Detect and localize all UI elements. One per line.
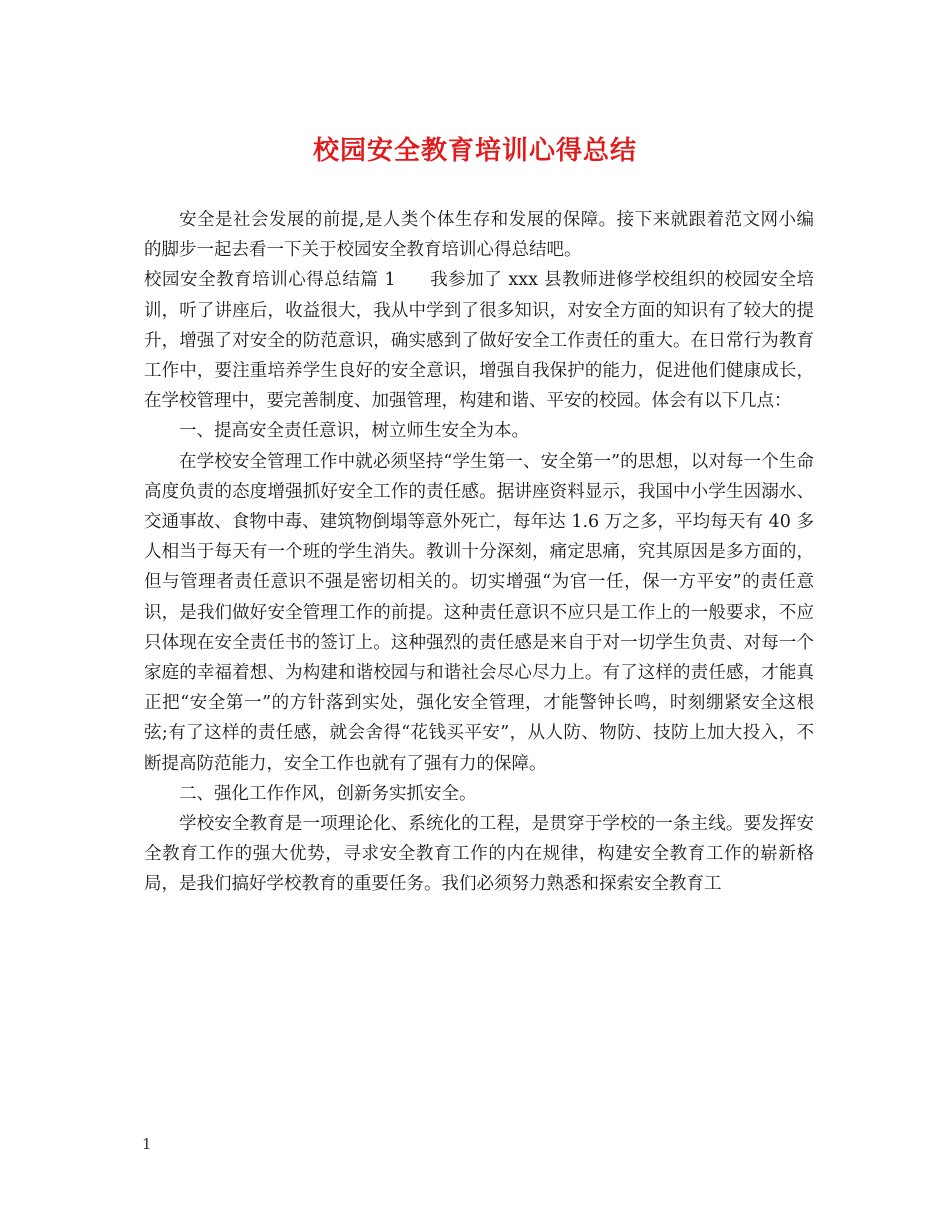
section-heading: 校园安全教育培训心得总结篇 1 bbox=[144, 270, 396, 291]
intro-paragraph: 安全是社会发展的前提,是人类个体生存和发展的保障。接下来就跟着范文网小编的脚步一起去看一下关于校园安全教育培训心得总结吧。 bbox=[144, 210, 814, 261]
point-one-paragraph: 在学校安全管理工作中就必须坚持“学生第一、安全第一”的思想，以对每一个生命高度负责的态度增强抓好安全工作的责任感。据讲座资料显示，我国中小学生因溺水、交通事故、食物中毒、建筑物倒塌等意外死亡，每年达 1.6 万之多，平均每天有 40 多人相当于每天有一个班的学生消失。教训十分深刻，痛定思痛，究其原因是多方面的，但与管理者责任意识不强是密切相关的。切实增强“为官一任，保一方平安”的责任意识，是我们做好安全管理工作的前提。这种责任意识不应只是工作上的一般要求，不应只体现在安全责任书的签订上。这种强烈的责任感是来自于对一切学生负责、对每一个家庭的幸福着想、为构建和谐校园与和谐社会尽心尽力上。有了这样的责任感，才能真正把“安全第一”的方针落到实处，强化安全管理，才能警钟长鸣，时刻绷紧安全这根弦;有了这样的责任感，就会舍得“花钱买平安”，从人防、物防、技防上加大投入，不断提高防范能力，安全工作也就有了强有力的保障。 bbox=[144, 451, 814, 774]
section-paragraph bbox=[144, 265, 814, 416]
point-one-heading: 一、提高安全责任意识，树立师生安全为本。 bbox=[179, 421, 529, 442]
document-body bbox=[144, 205, 814, 900]
section-text: 我参加了 xxx 县教师进修学校组织的校园安全培训，听了讲座后，收益很大，我从中学到了很多知识，对安全方面的知识有了较大的提升，增强了对安全的防范意识，确实感到了做好安全工作责任的重大。在日常行为教育工作中，要注重培养学生良好的安全意识，增强自我保护的能力，促进他们健康成长，在学校管理中，要完善制度、加强管理，构建和谐、平安的校园。体会有以下几点： bbox=[144, 270, 814, 412]
page-number: 1 bbox=[142, 1135, 152, 1153]
point-two-heading: 二、强化工作作风，创新务实抓安全。 bbox=[179, 783, 477, 804]
document-title: 校园安全教育培训心得总结 bbox=[312, 136, 637, 166]
point-two-paragraph: 学校安全教育是一项理论化、系统化的工程，是贯穿于学校的一条主线。要发挥安全教育工作的强大优势，寻求安全教育工作的内在规律，构建安全教育工作的崭新格局，是我们搞好学校教育的重要任务。我们必须努力熟悉和探索安全教育工 bbox=[144, 814, 814, 895]
